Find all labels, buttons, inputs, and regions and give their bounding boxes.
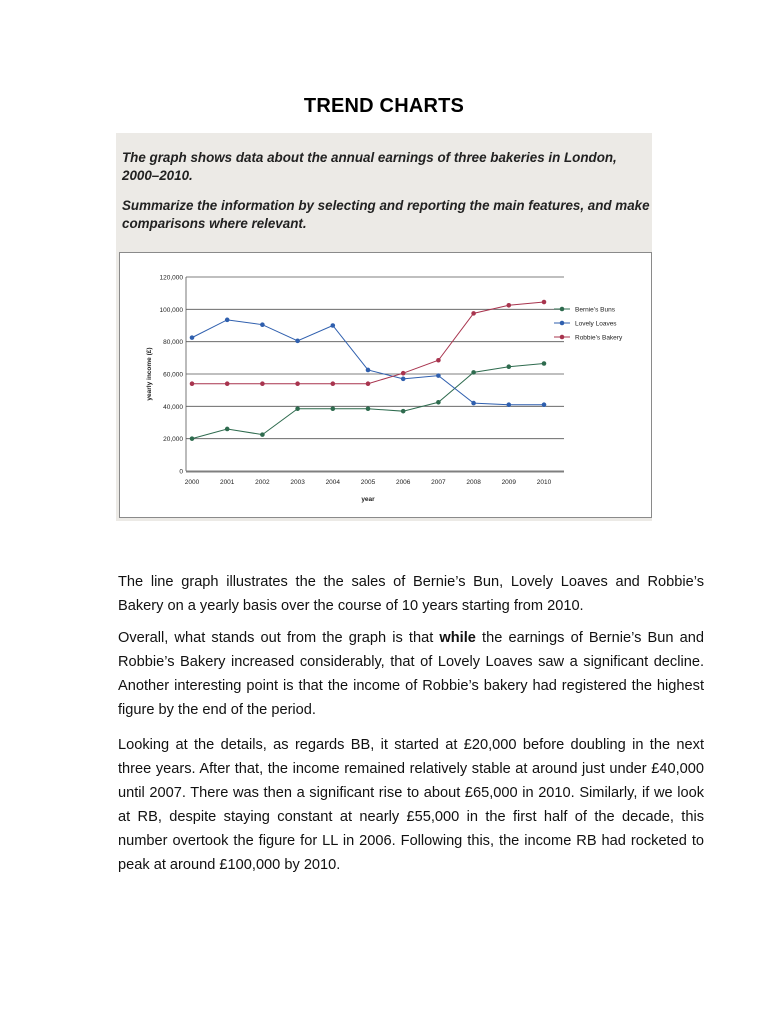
legend-marker xyxy=(560,335,565,340)
x-axis-label: year xyxy=(361,496,375,503)
series-line xyxy=(192,320,544,405)
chart-frame xyxy=(119,252,652,518)
line-chart xyxy=(120,253,651,517)
y-tick-label: 20,000 xyxy=(163,436,183,444)
paragraph-overview xyxy=(118,626,704,722)
data-point xyxy=(190,335,195,340)
data-point xyxy=(295,381,300,386)
data-point xyxy=(401,409,406,414)
data-point xyxy=(295,339,300,344)
page-title: TREND CHARTS xyxy=(303,95,465,117)
y-tick-label: 100,000 xyxy=(159,306,183,314)
data-point xyxy=(436,358,441,363)
legend-marker xyxy=(560,321,565,326)
overview-emphasis: while xyxy=(439,630,476,646)
x-tick-label: 2007 xyxy=(431,479,446,486)
legend-label: Bernie’s Buns xyxy=(575,306,615,314)
data-point xyxy=(542,402,547,407)
legend-label: Lovely Loaves xyxy=(575,320,617,328)
data-point xyxy=(471,311,476,316)
task-description: The graph shows data about the annual earnings of three bakeries in London, 2000–2010. xyxy=(122,150,617,183)
data-point xyxy=(436,373,441,378)
y-tick-label: 0 xyxy=(179,468,183,476)
y-tick-label: 40,000 xyxy=(163,403,183,411)
paragraph-intro: The line graph illustrates the the sales of Bernie’s Bun, Lovely Loaves and Robbie’s Bakery on a yearly basis over the course of 10 years starting from 2010. xyxy=(118,574,704,614)
x-tick-label: 2003 xyxy=(290,479,305,486)
data-point xyxy=(366,381,371,386)
data-point xyxy=(542,361,547,366)
scanned-figure xyxy=(116,133,652,521)
series-line xyxy=(192,363,544,438)
data-point xyxy=(366,368,371,373)
x-tick-label: 2006 xyxy=(395,479,411,486)
data-point xyxy=(507,364,512,369)
data-point xyxy=(507,402,512,407)
x-tick-label: 2010 xyxy=(536,479,552,486)
legend-label: Robbie’s Bakery xyxy=(575,334,623,342)
x-tick-label: 2009 xyxy=(501,479,517,486)
data-point xyxy=(507,303,512,308)
data-point xyxy=(401,377,406,382)
x-tick-label: 2005 xyxy=(360,479,376,486)
data-point xyxy=(225,427,230,432)
data-point xyxy=(542,300,547,305)
x-tick-label: 2004 xyxy=(325,479,341,486)
data-point xyxy=(331,381,336,386)
task-instruction: Summarize the information by selecting and reporting the main features, and make comparisons where relevant. xyxy=(122,198,650,231)
data-point xyxy=(331,323,336,328)
data-point xyxy=(401,371,406,376)
data-point xyxy=(260,432,265,437)
x-tick-label: 2008 xyxy=(466,479,481,486)
x-tick-label: 2001 xyxy=(219,479,235,486)
y-axis-label: yearly income (£) xyxy=(146,347,153,401)
data-point xyxy=(366,406,371,411)
data-point xyxy=(436,400,441,405)
y-tick-label: 80,000 xyxy=(163,339,183,347)
data-point xyxy=(225,318,230,323)
data-point xyxy=(190,436,195,441)
data-point xyxy=(471,401,476,406)
data-point xyxy=(471,370,476,375)
data-point xyxy=(331,406,336,411)
overview-text-start: Overall, what stands out from the graph is that xyxy=(118,630,440,646)
paragraph-details: Looking at the details, as regards BB, it started at £20,000 before doubling in the next three years. After that, the income remained relatively stable at around just under £40,000 until 2007. There was then a significant rise to about £65,000 in 2010. Similarly, if we look at RB, despite staying constant at nearly £55,000 in the first half of the decade, this number overtook the figure for LL in 2006. Following this, the income RB had rocketed to peak at around £100,000 by 2010. xyxy=(118,737,704,873)
x-tick-label: 2000 xyxy=(184,479,200,486)
data-point xyxy=(190,381,195,386)
data-point xyxy=(260,322,265,327)
data-point xyxy=(260,381,265,386)
y-tick-label: 120,000 xyxy=(159,274,183,282)
y-tick-label: 60,000 xyxy=(163,371,183,379)
data-point xyxy=(295,406,300,411)
overview-text-end: the earnings of Bernie’s Bun and Robbie’s Bakery increased considerably, that of Lovely Loaves saw a significant decline. Another interesting point is that the income of Robbie’s bakery had registered the highest figure by the end of the period. xyxy=(118,630,704,718)
legend-marker xyxy=(560,307,565,312)
data-point xyxy=(225,381,230,386)
x-tick-label: 2002 xyxy=(255,479,270,486)
